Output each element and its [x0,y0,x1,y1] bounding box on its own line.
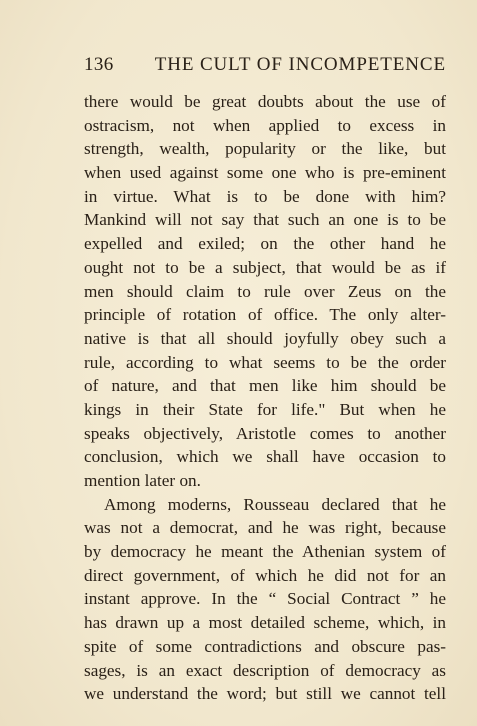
text-line: mention later on. [84,471,201,490]
text-line: has drawn up a most detailed scheme, which, in [84,613,446,633]
running-title: THE CULT OF INCOMPETENCE [154,54,446,75]
text-line: speaks objectively, Aristotle comes to another [84,423,446,443]
running-head [84,54,448,80]
text-line: ostracism, not when applied to excess in [84,115,446,135]
text-line: principle of rotation of office. The only alter- [84,305,446,325]
text-line: was not a democrat, and he was right, because [84,518,446,538]
text-line: by democracy he meant the Athenian system of [84,542,446,562]
text-line: Mankind will not say that such an one is to be [84,210,446,230]
page-number: 136 [84,54,114,75]
text-line: in virtue. What is to be done with him? [84,186,446,206]
text-line: Among moderns, Rousseau declared that he [104,494,446,514]
text-line: we understand the word; but still we cannot tell [84,684,446,704]
text-line: direct government, of which he did not for an [84,565,446,585]
text-line: conclusion, which we shall have occasion to [84,447,446,467]
text-line: instant approve. In the “ Social Contract ” he [84,589,446,609]
text-line: men should claim to rule over Zeus on the [84,281,446,301]
body-text [84,90,446,706]
text-line: when used against some one who is pre-eminent [84,163,446,183]
paragraph-2 [84,493,446,706]
text-line: ought not to be a subject, that would be as if [84,257,446,277]
text-line: kings in their State for life." But when he [84,399,446,419]
text-line: expelled and exiled; on the other hand he [84,234,446,254]
text-line: strength, wealth, popularity or the like, but [84,139,446,159]
text-line: native is that all should joyfully obey such a [84,328,446,348]
text-line: there would be great doubts about the use of [84,92,446,111]
text-line: rule, according to what seems to be the order [84,352,446,372]
text-line: spite of some contradictions and obscure pas- [84,636,446,656]
paragraph-1 [84,90,446,493]
text-line: sages, is an exact description of democracy as [84,660,446,680]
text-line: of nature, and that men like him should be [84,376,446,396]
